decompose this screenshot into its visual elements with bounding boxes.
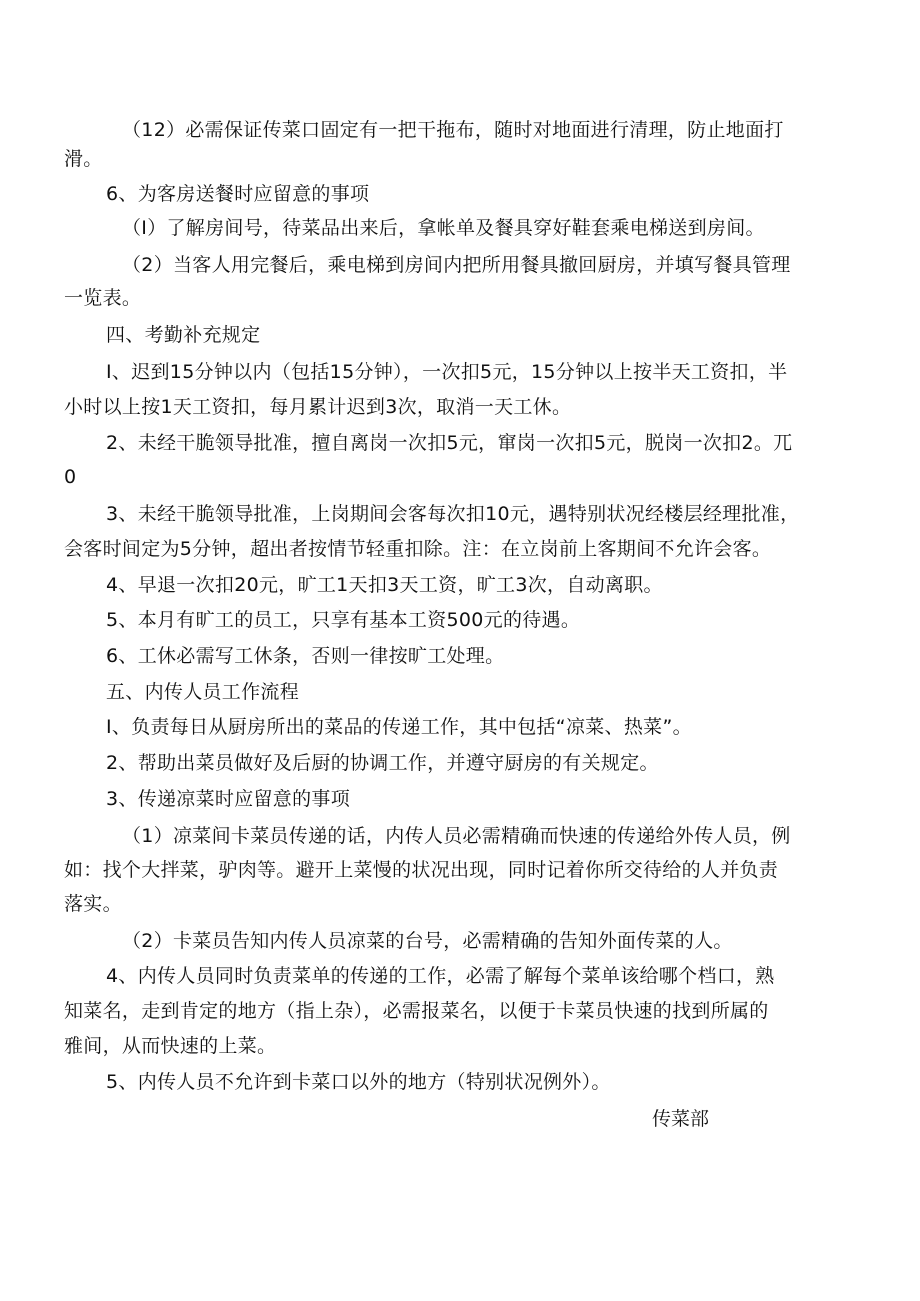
section-heading: 五、内传人员工作流程 bbox=[106, 681, 300, 703]
text-line: 雅间，从而快速的上菜。 bbox=[64, 1035, 277, 1057]
text-line: 滑。 bbox=[64, 148, 103, 170]
text-line: I、迟到15分钟以内（包括15分钟），一次扣5元，15分钟以上按半天工资扣，半 bbox=[106, 361, 788, 383]
section-heading: 四、考勤补充规定 bbox=[106, 324, 261, 346]
text-line: 3、未经干脆领导批准，上岗期间会客每次扣10元，遇特别状况经楼层经理批准， bbox=[106, 503, 800, 525]
text-line: （12）必需保证传菜口固定有一把干拖布，随时对地面进行清理，防止地面打 bbox=[122, 119, 784, 141]
text-line: 6、工休必需写工休条，否则一律按旷工处理。 bbox=[106, 645, 505, 667]
text-line: 落实。 bbox=[64, 893, 122, 915]
department-signature: 传菜部 bbox=[652, 1108, 710, 1130]
text-line: 会客时间定为5分钟，超出者按情节轻重扣除。注：在立岗前上客期间不允许会客。 bbox=[64, 538, 772, 560]
text-line: （2）当客人用完餐后，乘电梯到房间内把所用餐具撤回厨房，并填写餐具管理 bbox=[122, 254, 791, 276]
text-line: 5、本月有旷工的员工，只享有基本工资500元的待遇。 bbox=[106, 609, 581, 631]
text-line: 一览表。 bbox=[64, 287, 142, 309]
text-line: 如：找个大拌菜，驴肉等。避开上菜慢的状况出现，同时记着你所交待给的人并负责 bbox=[64, 859, 779, 881]
text-line: （1）凉菜间卡菜员传递的话，内传人员必需精确而快速的传递给外传人员，例 bbox=[122, 825, 791, 847]
text-line: 4、早退一次扣20元，旷工1天扣3天工资，旷工3次，自动离职。 bbox=[106, 574, 663, 596]
text-line: I、负责每日从厨房所出的菜品的传递工作，其中包括“凉菜、热菜”。 bbox=[106, 716, 692, 738]
text-line: （I）了解房间号，待菜品出来后，拿帐单及餐具穿好鞋套乘电梯送到房间。 bbox=[122, 217, 765, 239]
text-line: 2、未经干脆领导批准，擅自离岗一次扣5元，窜岗一次扣5元，脱岗一次扣2。兀 bbox=[106, 432, 793, 454]
text-line: 3、传递凉菜时应留意的事项 bbox=[106, 788, 350, 810]
text-line: 5、内传人员不允许到卡菜口以外的地方（特别状况例外）。 bbox=[106, 1071, 611, 1093]
section-heading: 6、为客房送餐时应留意的事项 bbox=[106, 183, 370, 205]
text-line: （2）卡菜员告知内传人员凉菜的台号，必需精确的告知外面传菜的人。 bbox=[122, 930, 733, 952]
text-line: 小时以上按1天工资扣，每月累计迟到3次，取消一天工休。 bbox=[64, 396, 572, 418]
text-line: 4、内传人员同时负责菜单的传递的工作，必需了解每个菜单该给哪个档口，熟 bbox=[106, 965, 775, 987]
text-line: 2、帮助出菜员做好及后厨的协调工作，并遵守厨房的有关规定。 bbox=[106, 752, 659, 774]
text-line: 0 bbox=[64, 466, 77, 488]
text-line: 知菜名，走到肯定的地方（指上杂），必需报菜名，以便于卡菜员快速的找到所属的 bbox=[64, 1000, 769, 1022]
